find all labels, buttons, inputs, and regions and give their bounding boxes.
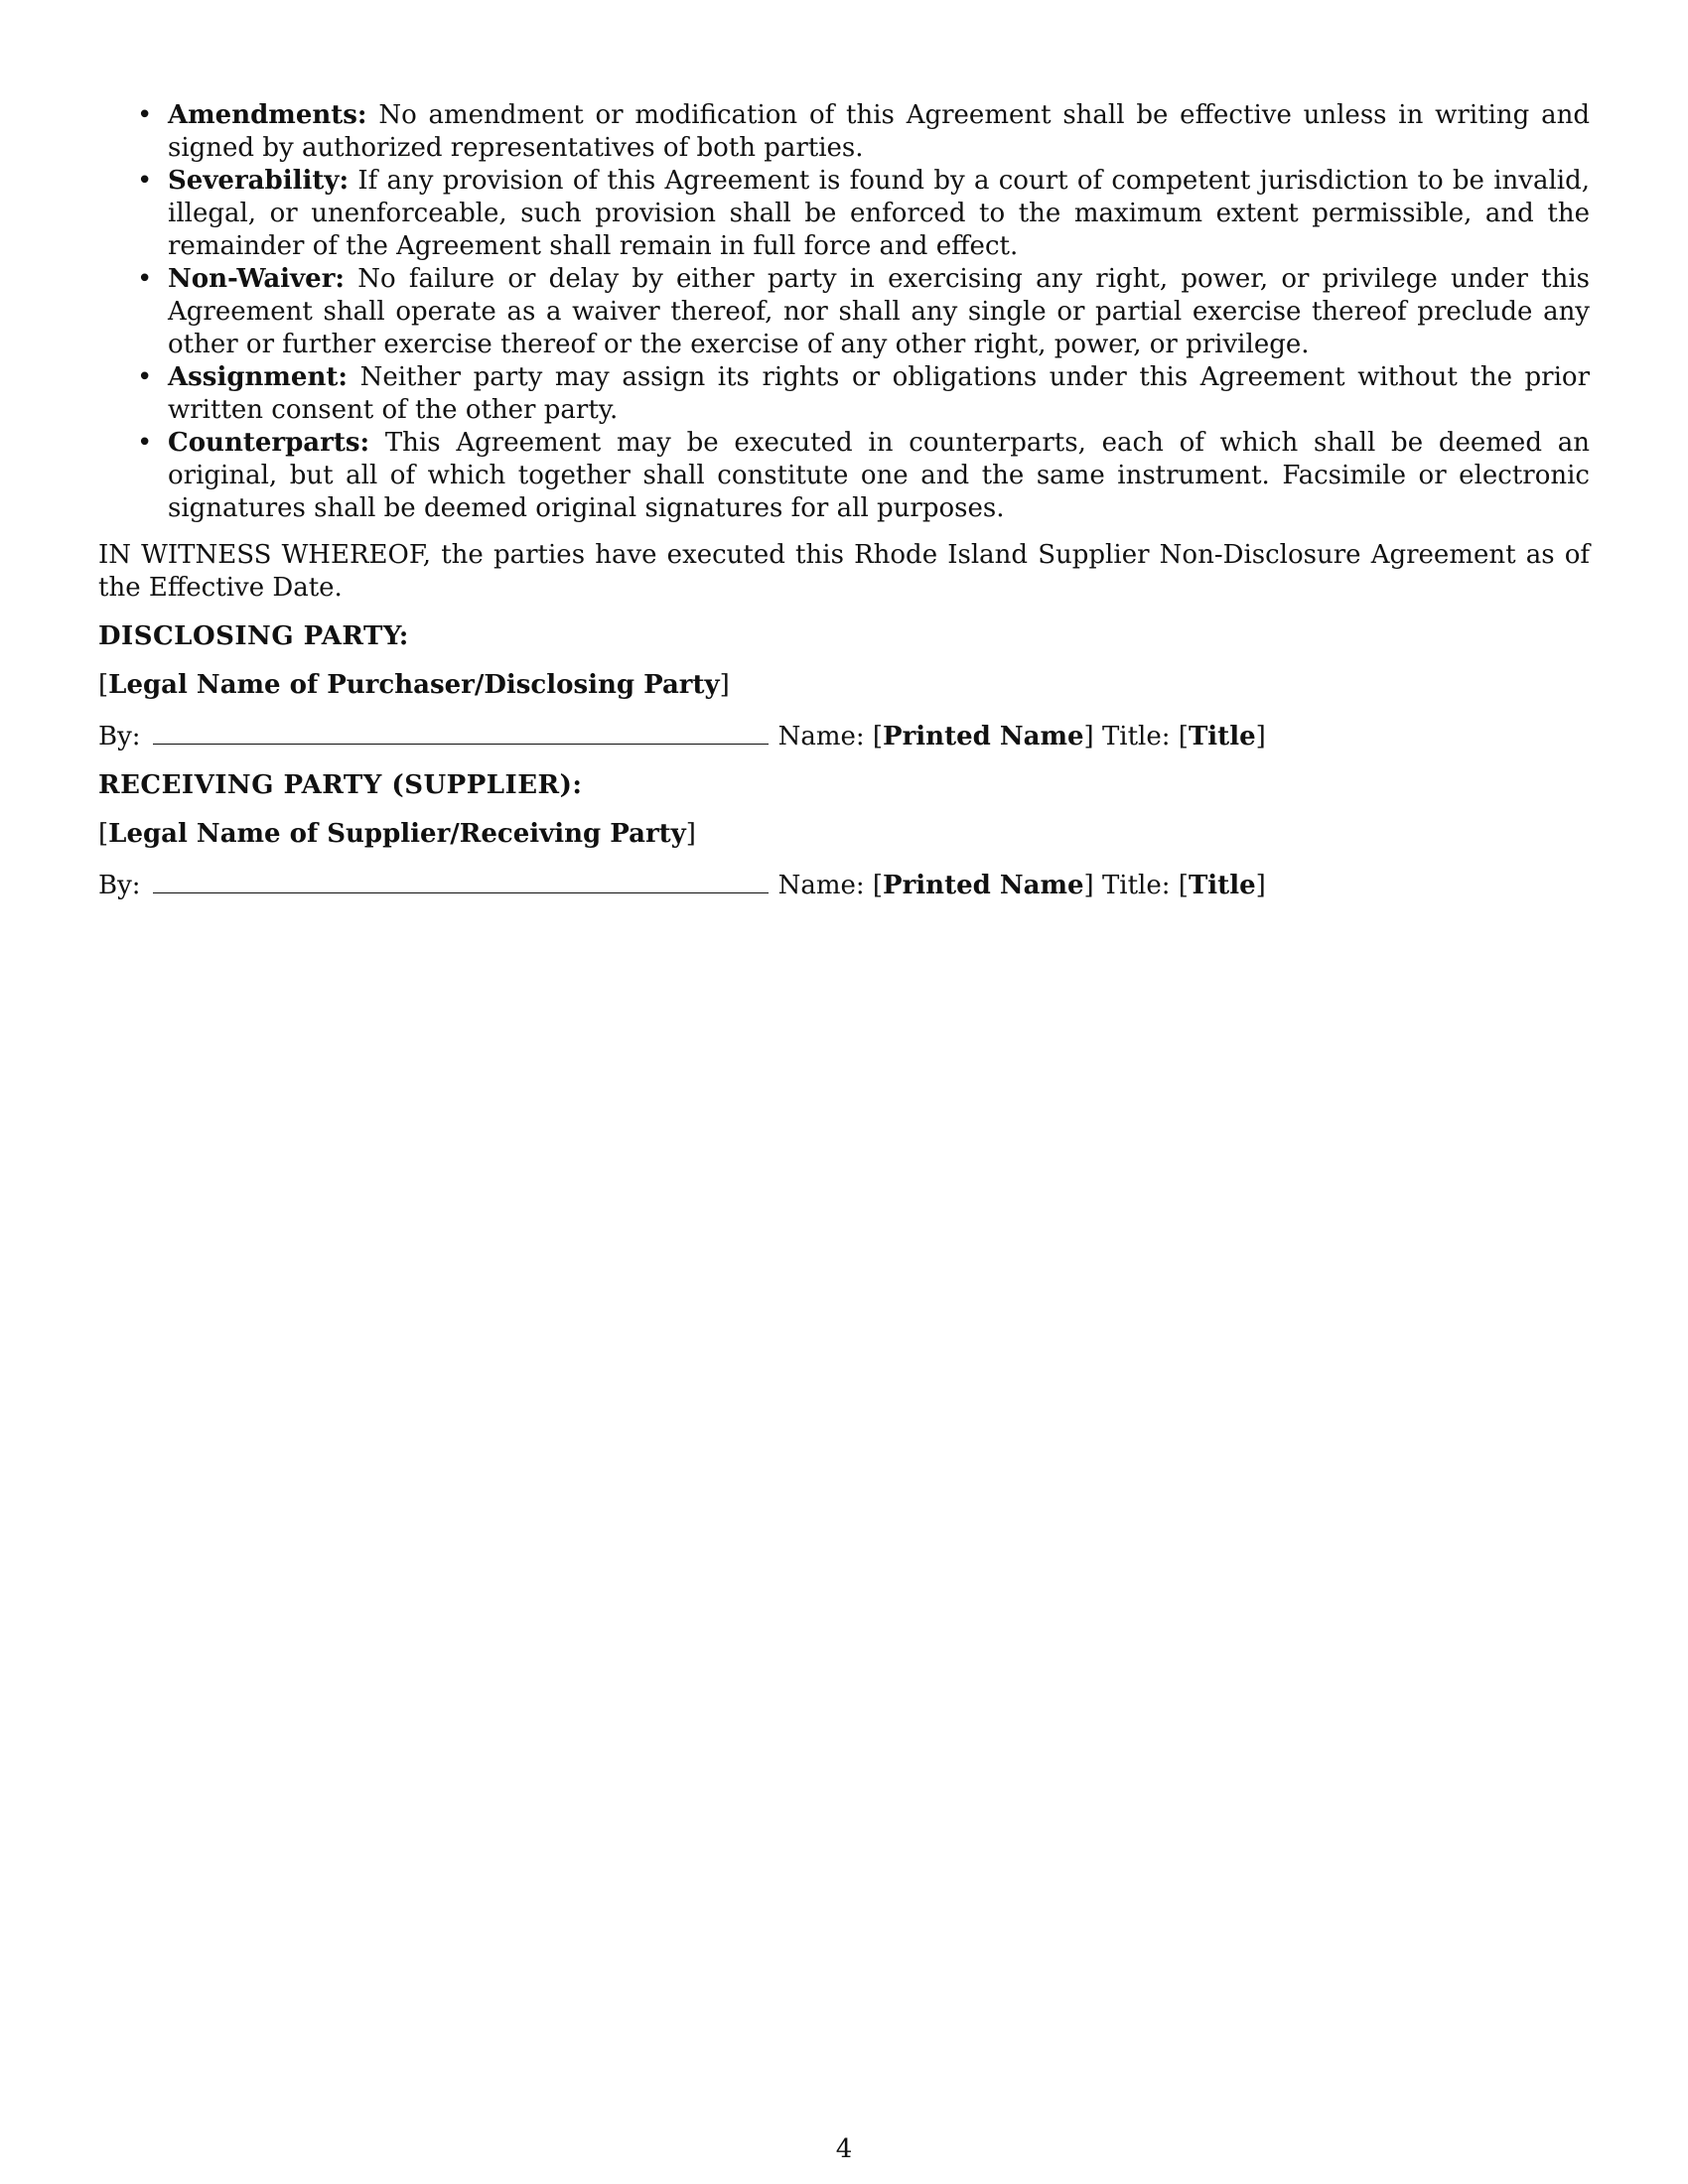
receiving-signature-line: By: Name: [Printed Name] Title: [Title] — [98, 867, 1590, 902]
clause-text: If any provision of this Agreement is found by a court of competent jurisdiction to be invalid, illegal, or unenforceable, such provision shall be enforced to the maximum extent permissible, and the remainder of the Agreement shall remain in full force and effect. — [168, 166, 1590, 261]
signature-rule — [153, 718, 769, 745]
clause-title: Non-Waiver: — [168, 264, 345, 294]
title-placeholder: Title — [1188, 722, 1256, 751]
clause-title: Assignment: — [168, 362, 348, 392]
title-placeholder: Title — [1188, 871, 1256, 900]
boilerplate-clauses — [98, 99, 1590, 525]
clause-text: No failure or delay by either party in exercising any right, power, or privilege under this Agreement shall operate as a waiver thereof, nor shall any single or partial exercise thereof preclude any other or further exercise thereof or the exercise of any other right, power, or privilege. — [168, 264, 1590, 359]
clause-non-waiver — [98, 263, 1590, 361]
name-label: Name: — [777, 871, 865, 900]
document-page — [98, 99, 1590, 902]
disclosing-party-heading: DISCLOSING PARTY: — [98, 621, 409, 651]
clause-text: Neither party may assign its rights or obligations under this Agreement without the prior written consent of the other party. — [168, 362, 1591, 425]
clause-severability — [98, 165, 1590, 263]
by-label: By: — [98, 722, 141, 751]
clause-amendments — [98, 99, 1590, 165]
by-label: By: — [98, 871, 141, 900]
bracket: [ — [98, 819, 109, 849]
page-number: 4 — [835, 2134, 853, 2164]
legal-name-placeholder: Legal Name of Supplier/Receiving Party — [108, 819, 686, 849]
receiving-party-heading: RECEIVING PARTY (SUPPLIER): — [98, 770, 583, 800]
bracket: [ — [98, 670, 109, 700]
clause-title: Counterparts: — [168, 428, 370, 458]
clause-counterparts — [98, 427, 1590, 525]
bracket: ] — [685, 819, 696, 849]
clause-title: Severability: — [168, 166, 350, 196]
clause-title: Amendments: — [168, 100, 367, 130]
title-label: Title: — [1101, 871, 1171, 900]
signature-rule — [153, 867, 769, 893]
clause-text: This Agreement may be executed in counterparts, each of which shall be deemed an original, but all of which together shall constitute one and the same instrument. Facsimile or electronic signatures shall be deemed original signatures for all purposes. — [168, 428, 1590, 523]
title-label: Title: — [1101, 722, 1171, 751]
name-label: Name: — [777, 722, 865, 751]
disclosing-party-legal-name — [98, 669, 1590, 702]
clause-text: No amendment or modification of this Agreement shall be effective unless in writing and signed by authorized representatives of both parties. — [168, 100, 1590, 163]
witness-paragraph: IN WITNESS WHEREOF, the parties have executed this Rhode Island Supplier Non-Disclosure Agreement as of the Effective Date. — [98, 540, 1590, 603]
receiving-party-legal-name — [98, 818, 1590, 851]
printed-name-placeholder: Printed Name — [883, 871, 1084, 900]
clause-assignment — [98, 361, 1590, 427]
printed-name-placeholder: Printed Name — [883, 722, 1084, 751]
bracket: ] — [719, 670, 730, 700]
legal-name-placeholder: Legal Name of Purchaser/Disclosing Party — [108, 670, 720, 700]
disclosing-signature-line: By: Name: [Printed Name] Title: [Title] — [98, 718, 1590, 753]
